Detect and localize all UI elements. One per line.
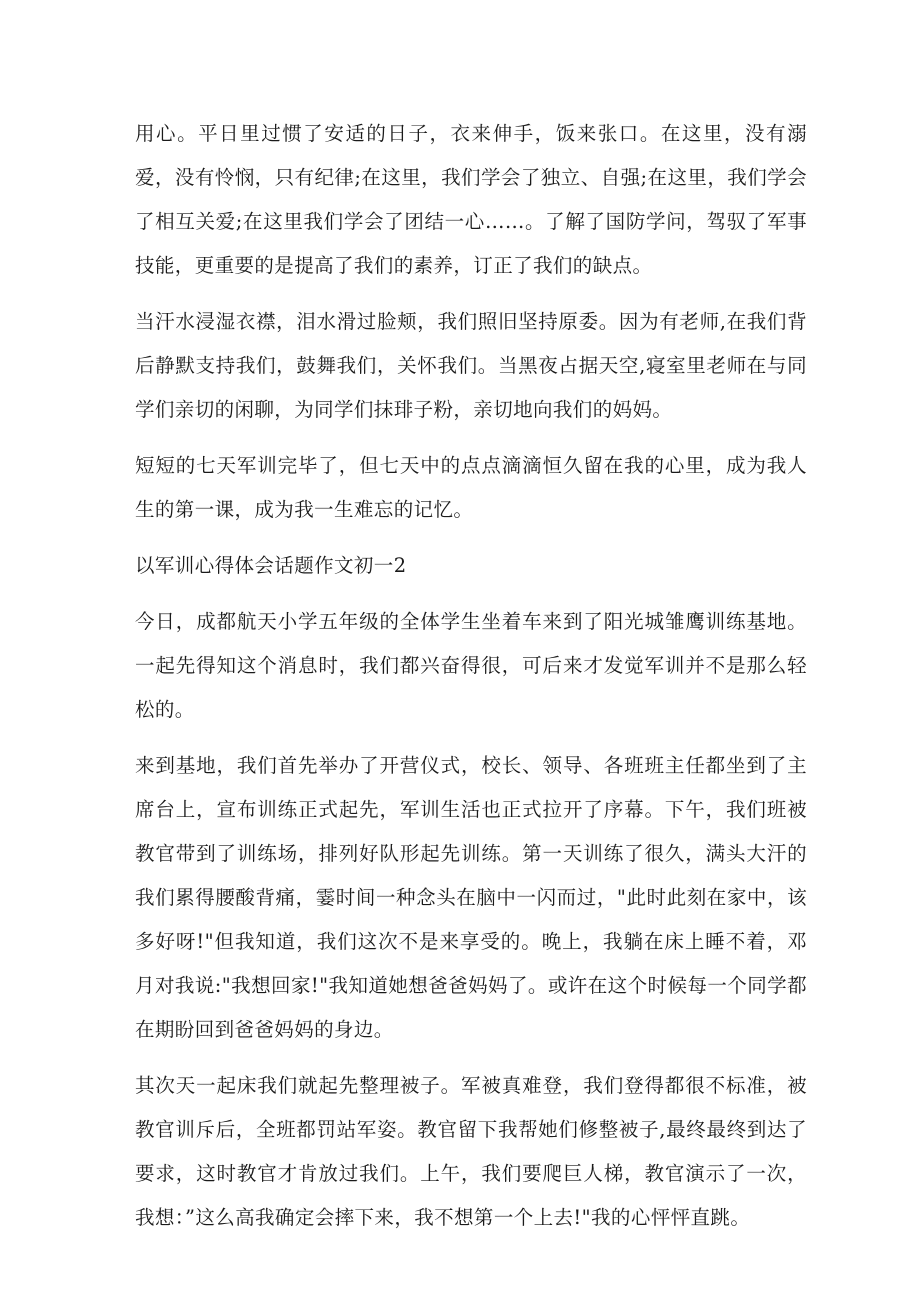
paragraph: 用心。平日里过惯了安适的日子，衣来伸手，饭来张口。在这里，没有溺爱，没有怜悯，只有纪律;在这里，我们学会了独立、自强;在这里，我们学会了相互关爱;在这里我们学会了团结一心……。了解了国防学问，驾驭了军事技能，更重要的是提高了我们的素养，订正了我们的缺点。 [135, 122, 807, 277]
paragraph: 短短的七天军训完毕了，但七天中的点点滴滴恒久留在我的心里，成为我人生的第一课，成为我一生难忘的记忆。 [135, 454, 807, 521]
section-title: 以军训心得体会话题作文初一2 [135, 554, 407, 577]
paragraph: 来到基地，我们首先举办了开营仪式，校长、领导、各班班主任都坐到了主席台上，宣布训练正式起先，军训生活也正式拉开了序幕。下午，我们班被教官带到了训练场，排列好队形起先训练。第一天训练了很久，满头大汗的我们累得腰酸背痛，霎时间一种念头在脑中一闪而过，"此时此刻在家中，该多好呀!"但我知道，我们这次不是来享受的。晚上，我躺在床上睡不着，邓月对我说:"我想回家!"我知道她想爸爸妈妈了。或许在这个时候每一个同学都在期盼回到爸爸妈妈的身边。 [135, 754, 807, 1041]
paragraph: 其次天一起床我们就起先整理被子。军被真难登，我们登得都很不标准，被教官训斥后，全班都罚站军姿。教官留下我帮她们修整被子,最终最终到达了要求，这时教官才肯放过我们。上午，我们要爬巨人梯，教官演示了一次，我想：”这么高我确定会摔下来，我不想第一个上去!"我的心怦怦直跳。 [135, 1074, 807, 1229]
paragraph: 当汗水浸湿衣襟，泪水滑过脸颊，我们照旧坚持原委。因为有老师,在我们背后静默支持我们，鼓舞我们，关怀我们。当黑夜占据天空,寝室里老师在与同学们亲切的闲聊，为同学们抹琲子粉，亲切地向我们的妈妈。 [135, 310, 807, 421]
document-body [135, 112, 807, 1252]
paragraph: 今日，成都航天小学五年级的全体学生坐着车来到了阳光城雏鹰训练基地。一起先得知这个消息时，我们都兴奋得很，可后来才发觉军训并不是那么轻松的。 [135, 610, 807, 721]
